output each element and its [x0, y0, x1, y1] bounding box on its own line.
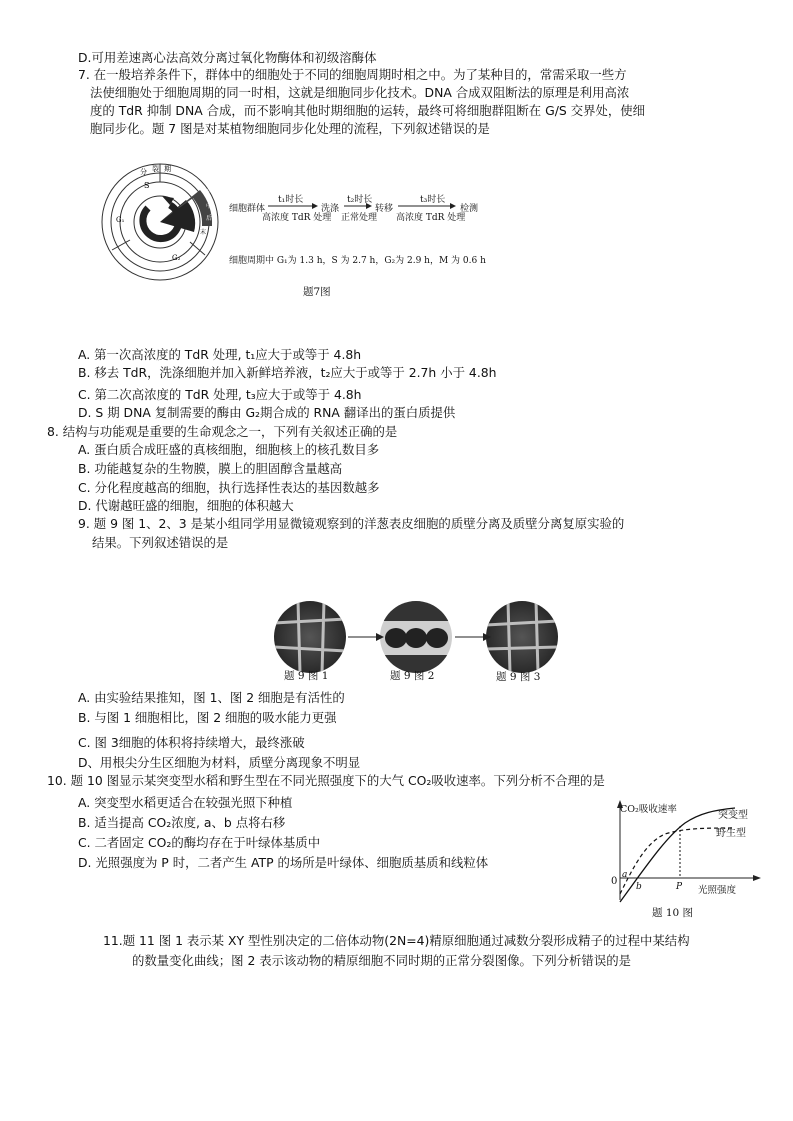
svg-text:G₂: G₂ — [172, 254, 181, 262]
q11-stem-1: 11.题 11 图 1 表示某 XY 型性别决定的二倍体动物(2N=4)精原细胞通过减数分裂形成精子的过程中某结构 — [103, 933, 690, 948]
q8-option-c: C. 分化程度越高的细胞，执行选择性表达的基因数越多 — [78, 480, 380, 495]
micrograph-2 — [380, 601, 452, 673]
q10-option-c: C. 二者固定 CO₂的酶均存在于叶绿体基质中 — [78, 835, 321, 850]
svg-text:前: 前 — [204, 189, 211, 196]
micrograph-1 — [274, 601, 346, 673]
point-a-label: a — [622, 870, 628, 880]
q8-option-a: A. 蛋白质合成旺盛的真核细胞，细胞核上的核孔数目多 — [78, 442, 380, 457]
svg-text:后: 后 — [206, 215, 213, 222]
point-b-label: b — [636, 882, 642, 892]
wild-type-label: 野生型 — [716, 828, 746, 839]
fig9-caption-3: 题 9 图 3 — [496, 671, 541, 683]
q7-stem-4: 胞同步化。题 7 图是对某植物细胞同步化处理的流程，下列叙述错误的是 — [90, 121, 490, 136]
fig9-caption-2: 题 9 图 2 — [390, 670, 435, 682]
q10-option-b: B. 适当提高 CO₂浓度, a、b 点将右移 — [78, 815, 286, 830]
flow-start: 细胞群体 — [229, 204, 266, 214]
fig9-caption-1: 题 9 图 1 — [284, 670, 329, 682]
q9-stem-2: 结果。下列叙述错误的是 — [92, 535, 229, 550]
fig10-caption: 题 10 图 — [652, 907, 694, 919]
q7-stem-1: 7. 在一般培养条件下，群体中的细胞处于不同的细胞周期时相之中。为了某种目的，常需采取一些方 — [78, 67, 627, 82]
q9-option-a: A. 由实验结果推知，图 1、图 2 细胞是有活性的 — [78, 690, 345, 705]
mutant-label: 突变型 — [718, 810, 748, 821]
flow-t2: t₂时长 — [347, 195, 373, 205]
svg-text:裂: 裂 — [152, 165, 159, 173]
fig7-caption: 题7图 — [303, 286, 331, 298]
flow-step3: 高浓度 TdR 处理 — [396, 213, 466, 223]
arrow-icon — [453, 630, 493, 644]
q9-option-d: D、用根尖分生区细胞为材料，质壁分离现象不明显 — [78, 755, 361, 770]
q10-option-a: A. 突变型水稻更适合在较强光照下种植 — [78, 795, 293, 810]
q7-stem-2: 法使细胞处于细胞周期的同一时相，这就是细胞同步化技术。DNA 合成双阻断法的原理是利用高浓 — [90, 85, 630, 100]
flow-t3: t₃时长 — [420, 195, 446, 205]
flow-step1: 高浓度 TdR 处理 — [262, 213, 332, 223]
cycle-durations-note: 细胞周期中 G₁为 1.3 h，S 为 2.7 h，G₂为 2.9 h，M 为 0.6 h — [229, 256, 486, 266]
svg-text:期: 期 — [164, 165, 171, 173]
micrograph-3 — [486, 601, 558, 673]
q8-option-d: D. 代谢越旺盛的细胞，细胞的体积越大 — [78, 498, 294, 513]
q6-option-d: D.可用差速离心法高效分离过氧化物酶体和初级溶酶体 — [78, 50, 377, 65]
q7-option-d: D. S 期 DNA 复制需要的酶由 G₂期合成的 RNA 翻译出的蛋白质提供 — [78, 405, 456, 420]
q11-stem-2: 的数量变化曲线；图 2 表示该动物的精原细胞不同时期的正常分裂图像。下列分析错误的是 — [132, 953, 631, 968]
origin-label: 0 — [611, 876, 618, 887]
fig10-xlabel: 光照强度 — [698, 885, 737, 896]
q7-option-b: B. 移去 TdR，洗涤细胞并加入新鲜培养液，t₂应大于或等于 2.7h 小于 4.8h — [78, 365, 497, 380]
flow-t1: t₁时长 — [278, 195, 304, 205]
svg-text:分: 分 — [140, 168, 147, 176]
svg-text:中: 中 — [206, 203, 213, 210]
q10-stem: 10. 题 10 图显示某突变型水稻和野生型在不同光照强度下的大气 CO₂吸收速率。下列分析不合理的是 — [47, 773, 605, 788]
svg-text:S: S — [144, 181, 150, 190]
q9-stem-1: 9. 题 9 图 1、2、3 是某小组同学用显微镜观察到的洋葱表皮细胞的质壁分离及质壁分离复原实验的 — [78, 516, 625, 531]
flow-detect: 检测 — [460, 204, 479, 214]
q7-stem-3: 度的 TdR 抑制 DNA 合成，而不影响其他时期细胞的运转，最终可将细胞群阻断在 G/S 交界处，使细 — [90, 103, 646, 118]
point-p-label: P — [676, 882, 683, 892]
q9-option-b: B. 与图 1 细胞相比，图 2 细胞的吸水能力更强 — [78, 710, 337, 725]
arrow-icon — [346, 630, 386, 644]
svg-text:末: 末 — [200, 229, 207, 236]
q10-option-d: D. 光照强度为 P 时，二者产生 ATP 的场所是叶绿体、细胞质基质和线粒体 — [78, 855, 489, 870]
flow-transfer: 转移 — [375, 204, 394, 214]
q7-option-c: C. 第二次高浓度的 TdR 处理, t₃应大于或等于 4.8h — [78, 387, 362, 402]
fig10-ylabel: CO₂吸收速率 — [620, 804, 677, 815]
q8-option-b: B. 功能越复杂的生物膜，膜上的胆固醇含量越高 — [78, 461, 343, 476]
flow-wash: 洗涤 — [321, 204, 340, 214]
q9-option-c: C. 图 3细胞的体积将持续增大，最终涨破 — [78, 735, 305, 750]
q8-stem: 8. 结构与功能观是重要的生命观念之一，下列有关叙述正确的是 — [47, 424, 398, 439]
svg-text:G₁: G₁ — [116, 216, 125, 224]
cell-cycle-diagram — [100, 160, 220, 284]
q7-option-a: A. 第一次高浓度的 TdR 处理, t₁应大于或等于 4.8h — [78, 347, 362, 362]
flow-step2: 正常处理 — [341, 213, 378, 223]
